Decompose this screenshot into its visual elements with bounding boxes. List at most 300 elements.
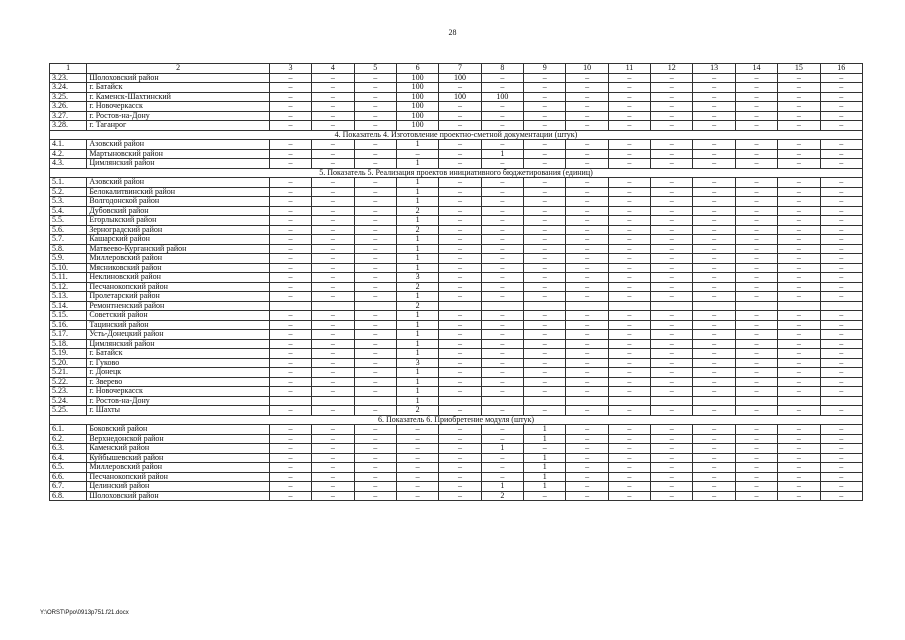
value-cell: – [439, 434, 481, 444]
value-cell: – [566, 149, 608, 159]
value-cell: – [269, 311, 311, 321]
value-cell: – [820, 339, 862, 349]
header-cell: 8 [481, 64, 523, 74]
value-cell: – [354, 235, 396, 245]
district-name-cell: Верхнедонской район [87, 434, 270, 444]
value-cell: – [396, 149, 438, 159]
value-cell: – [693, 178, 735, 188]
header-cell: 15 [778, 64, 820, 74]
value-cell: – [396, 453, 438, 463]
value-cell: – [820, 225, 862, 235]
table-row [50, 235, 863, 245]
value-cell: – [354, 187, 396, 197]
value-cell: – [820, 387, 862, 397]
value-cell: – [566, 216, 608, 226]
value-cell: – [524, 216, 566, 226]
value-cell: – [269, 434, 311, 444]
value-cell: – [566, 206, 608, 216]
value-cell: – [693, 159, 735, 169]
value-cell: – [566, 434, 608, 444]
value-cell: – [820, 254, 862, 264]
value-cell: – [735, 406, 777, 416]
district-name-cell: г. Новочеркасск [87, 102, 270, 112]
value-cell: – [439, 206, 481, 216]
value-cell: – [439, 320, 481, 330]
value-cell: – [524, 292, 566, 302]
value-cell: – [735, 140, 777, 150]
value-cell: – [778, 425, 820, 435]
value-cell: – [524, 339, 566, 349]
district-name-cell: г. Ростов-на-Дону [87, 111, 270, 121]
value-cell: – [608, 320, 650, 330]
value-cell: – [651, 140, 693, 150]
table-row [50, 368, 863, 378]
value-cell: – [354, 225, 396, 235]
district-name-cell: Зерноградский район [87, 225, 270, 235]
value-cell: – [354, 434, 396, 444]
value-cell: – [439, 111, 481, 121]
value-cell: – [608, 216, 650, 226]
value-cell: – [312, 225, 354, 235]
value-cell: – [439, 121, 481, 131]
value-cell: – [651, 444, 693, 454]
value-cell: – [820, 491, 862, 501]
value-cell: – [566, 358, 608, 368]
value-cell: – [651, 339, 693, 349]
value-cell: – [608, 273, 650, 283]
value-cell: – [524, 159, 566, 169]
table-row [50, 482, 863, 492]
value-cell: – [820, 187, 862, 197]
value-cell: – [524, 311, 566, 321]
value-cell: – [481, 387, 523, 397]
value-cell: – [269, 178, 311, 188]
district-name-cell: Ремонтненский район [87, 301, 270, 311]
value-cell: – [651, 320, 693, 330]
section-title-row [50, 168, 863, 178]
value-cell: – [608, 244, 650, 254]
value-cell: – [312, 235, 354, 245]
value-cell: – [354, 206, 396, 216]
value-cell: – [735, 102, 777, 112]
table-row [50, 140, 863, 150]
row-number-cell: 4.1. [50, 140, 87, 150]
value-cell: 1 [481, 444, 523, 454]
value-cell: – [693, 491, 735, 501]
value-cell: – [820, 102, 862, 112]
header-cell: 7 [439, 64, 481, 74]
row-number-cell: 3.25. [50, 92, 87, 102]
value-cell [481, 396, 523, 406]
value-cell: 1 [396, 244, 438, 254]
value-cell: – [735, 377, 777, 387]
value-cell [354, 396, 396, 406]
value-cell [439, 396, 481, 406]
row-number-cell: 5.15. [50, 311, 87, 321]
value-cell: – [608, 349, 650, 359]
value-cell: – [269, 444, 311, 454]
page-number: 28 [448, 28, 457, 37]
value-cell: – [354, 102, 396, 112]
value-cell: – [439, 225, 481, 235]
district-name-cell: Кашарский район [87, 235, 270, 245]
value-cell: – [312, 491, 354, 501]
value-cell: – [608, 463, 650, 473]
value-cell: 1 [524, 482, 566, 492]
row-number-cell: 6.8. [50, 491, 87, 501]
value-cell: – [566, 263, 608, 273]
value-cell: – [439, 83, 481, 93]
value-cell: – [354, 453, 396, 463]
value-cell: – [312, 453, 354, 463]
district-name-cell: Миллеровский район [87, 463, 270, 473]
value-cell: 2 [396, 301, 438, 311]
value-cell: – [608, 387, 650, 397]
value-cell: – [735, 482, 777, 492]
value-cell: 1 [481, 149, 523, 159]
header-row [50, 64, 863, 74]
row-number-cell: 5.21. [50, 368, 87, 378]
value-cell: – [439, 358, 481, 368]
header-cell: 13 [693, 64, 735, 74]
value-cell: – [566, 377, 608, 387]
value-cell: – [269, 73, 311, 83]
value-cell: – [354, 73, 396, 83]
value-cell: – [693, 292, 735, 302]
value-cell: – [651, 282, 693, 292]
value-cell: – [693, 140, 735, 150]
row-number-cell: 5.18. [50, 339, 87, 349]
table-row [50, 282, 863, 292]
value-cell: – [651, 434, 693, 444]
district-name-cell: Шолоховский район [87, 491, 270, 501]
value-cell: – [354, 254, 396, 264]
value-cell: – [312, 358, 354, 368]
value-cell: – [566, 330, 608, 340]
value-cell: – [269, 349, 311, 359]
value-cell: – [693, 472, 735, 482]
value-cell: – [481, 453, 523, 463]
value-cell: – [354, 282, 396, 292]
value-cell: – [735, 330, 777, 340]
value-cell: – [481, 358, 523, 368]
value-cell: – [608, 453, 650, 463]
value-cell: – [693, 387, 735, 397]
value-cell: – [439, 216, 481, 226]
value-cell: – [566, 472, 608, 482]
value-cell: – [439, 444, 481, 454]
value-cell: – [651, 225, 693, 235]
value-cell: – [439, 273, 481, 283]
value-cell: – [608, 377, 650, 387]
value-cell: – [778, 263, 820, 273]
row-number-cell: 6.4. [50, 453, 87, 463]
header-cell: 16 [820, 64, 862, 74]
value-cell: – [269, 491, 311, 501]
value-cell: – [608, 149, 650, 159]
value-cell: – [439, 425, 481, 435]
value-cell: – [608, 225, 650, 235]
value-cell: – [566, 254, 608, 264]
value-cell: – [354, 339, 396, 349]
table-row [50, 301, 863, 311]
value-cell: – [269, 292, 311, 302]
value-cell: – [481, 263, 523, 273]
value-cell: – [820, 197, 862, 207]
value-cell: 1 [396, 330, 438, 340]
value-cell: – [312, 73, 354, 83]
row-number-cell: 5.8. [50, 244, 87, 254]
value-cell: – [693, 406, 735, 416]
row-number-cell: 4.3. [50, 159, 87, 169]
value-cell: – [439, 292, 481, 302]
district-name-cell: Усть-Донецкий район [87, 330, 270, 340]
value-cell: – [481, 320, 523, 330]
value-cell: – [693, 197, 735, 207]
value-cell: – [778, 254, 820, 264]
table-row [50, 425, 863, 435]
value-cell: – [693, 434, 735, 444]
row-number-cell: 6.6. [50, 472, 87, 482]
district-name-cell: Целинский район [87, 482, 270, 492]
value-cell: 3 [396, 273, 438, 283]
value-cell: – [524, 254, 566, 264]
value-cell: – [566, 406, 608, 416]
value-cell: – [439, 453, 481, 463]
value-cell: – [524, 244, 566, 254]
row-number-cell: 5.25. [50, 406, 87, 416]
value-cell: – [354, 482, 396, 492]
section-title: 4. Показатель 4. Изготовление проектно-сметной документации (штук) [50, 130, 863, 140]
row-number-cell: 4.2. [50, 149, 87, 159]
value-cell [693, 396, 735, 406]
district-name-cell: Шолоховский район [87, 73, 270, 83]
value-cell: – [269, 235, 311, 245]
value-cell [312, 396, 354, 406]
value-cell: – [735, 273, 777, 283]
value-cell: – [524, 273, 566, 283]
value-cell: – [566, 111, 608, 121]
value-cell: – [651, 368, 693, 378]
value-cell: – [778, 111, 820, 121]
value-cell: – [566, 320, 608, 330]
table-row [50, 187, 863, 197]
value-cell: – [608, 368, 650, 378]
header-cell: 11 [608, 64, 650, 74]
value-cell: – [566, 425, 608, 435]
value-cell: – [608, 444, 650, 454]
value-cell [608, 396, 650, 406]
table-body [50, 64, 863, 501]
value-cell: – [312, 292, 354, 302]
value-cell: – [735, 235, 777, 245]
value-cell: – [312, 339, 354, 349]
value-cell: – [608, 292, 650, 302]
value-cell: 1 [481, 482, 523, 492]
value-cell: – [524, 444, 566, 454]
value-cell: – [312, 92, 354, 102]
table-row [50, 178, 863, 188]
value-cell: – [269, 263, 311, 273]
value-cell: – [269, 187, 311, 197]
district-name-cell: г. Шахты [87, 406, 270, 416]
value-cell: – [524, 387, 566, 397]
value-cell: – [439, 330, 481, 340]
value-cell: – [608, 491, 650, 501]
district-name-cell: Пролетарский район [87, 292, 270, 302]
value-cell: – [651, 216, 693, 226]
value-cell: – [778, 140, 820, 150]
value-cell: – [608, 197, 650, 207]
value-cell: – [608, 73, 650, 83]
value-cell: – [820, 263, 862, 273]
value-cell: – [608, 121, 650, 131]
section-title-row [50, 415, 863, 425]
value-cell: – [524, 197, 566, 207]
row-number-cell: 3.26. [50, 102, 87, 112]
value-cell: – [439, 102, 481, 112]
table-row [50, 387, 863, 397]
value-cell: – [778, 368, 820, 378]
table-row [50, 330, 863, 340]
row-number-cell: 6.5. [50, 463, 87, 473]
value-cell: – [269, 216, 311, 226]
value-cell: – [524, 140, 566, 150]
value-cell: – [651, 197, 693, 207]
value-cell: 1 [396, 387, 438, 397]
value-cell: 1 [396, 368, 438, 378]
value-cell: – [651, 273, 693, 283]
value-cell: – [524, 491, 566, 501]
value-cell: – [820, 434, 862, 444]
district-name-cell: Советский район [87, 311, 270, 321]
value-cell: – [354, 387, 396, 397]
value-cell: – [481, 282, 523, 292]
value-cell: – [778, 273, 820, 283]
value-cell: – [439, 159, 481, 169]
value-cell: – [566, 140, 608, 150]
table-row [50, 292, 863, 302]
value-cell: – [312, 187, 354, 197]
value-cell: – [524, 92, 566, 102]
value-cell: – [354, 425, 396, 435]
district-name-cell: Каменский район [87, 444, 270, 454]
value-cell: – [778, 73, 820, 83]
value-cell: – [481, 235, 523, 245]
value-cell: – [312, 83, 354, 93]
table-row [50, 349, 863, 359]
value-cell: – [481, 311, 523, 321]
value-cell: – [481, 434, 523, 444]
value-cell: – [735, 444, 777, 454]
district-name-cell: Егорлыкский район [87, 216, 270, 226]
table-row [50, 216, 863, 226]
value-cell: – [735, 368, 777, 378]
district-name-cell: г. Гуково [87, 358, 270, 368]
value-cell: 1 [396, 349, 438, 359]
value-cell: – [735, 83, 777, 93]
section-title-row [50, 130, 863, 140]
district-name-cell: Песчанокопский район [87, 472, 270, 482]
value-cell: – [354, 83, 396, 93]
value-cell: – [439, 254, 481, 264]
value-cell: – [693, 235, 735, 245]
value-cell: – [481, 206, 523, 216]
value-cell: – [524, 102, 566, 112]
header-cell: 14 [735, 64, 777, 74]
value-cell: – [778, 377, 820, 387]
table-row [50, 197, 863, 207]
value-cell: – [481, 368, 523, 378]
value-cell: – [269, 387, 311, 397]
value-cell: – [566, 482, 608, 492]
value-cell: – [354, 273, 396, 283]
value-cell: – [312, 273, 354, 283]
row-number-cell: 3.23. [50, 73, 87, 83]
value-cell: – [651, 187, 693, 197]
value-cell: – [312, 140, 354, 150]
value-cell: 2 [396, 406, 438, 416]
value-cell: 3 [396, 358, 438, 368]
value-cell: – [354, 377, 396, 387]
value-cell: – [693, 149, 735, 159]
value-cell: – [439, 463, 481, 473]
value-cell: – [820, 349, 862, 359]
row-number-cell: 5.16. [50, 320, 87, 330]
value-cell: – [820, 292, 862, 302]
value-cell: – [269, 377, 311, 387]
value-cell: – [735, 320, 777, 330]
table-row [50, 206, 863, 216]
value-cell: – [651, 472, 693, 482]
row-number-cell: 5.3. [50, 197, 87, 207]
row-number-cell: 5.12. [50, 282, 87, 292]
value-cell: – [608, 92, 650, 102]
header-cell: 2 [87, 64, 270, 74]
value-cell: – [439, 387, 481, 397]
row-number-cell: 5.7. [50, 235, 87, 245]
row-number-cell: 5.23. [50, 387, 87, 397]
value-cell: – [269, 330, 311, 340]
value-cell: – [354, 121, 396, 131]
value-cell [651, 396, 693, 406]
row-number-cell: 5.2. [50, 187, 87, 197]
value-cell: – [778, 463, 820, 473]
header-cell: 4 [312, 64, 354, 74]
value-cell: – [735, 463, 777, 473]
value-cell: – [778, 482, 820, 492]
row-number-cell: 5.6. [50, 225, 87, 235]
table-row [50, 358, 863, 368]
value-cell: 1 [396, 254, 438, 264]
value-cell: – [396, 491, 438, 501]
value-cell: – [439, 339, 481, 349]
table-row [50, 311, 863, 321]
value-cell: – [735, 216, 777, 226]
table-row [50, 491, 863, 501]
value-cell: – [269, 282, 311, 292]
value-cell: – [608, 111, 650, 121]
value-cell: – [566, 368, 608, 378]
value-cell: – [566, 73, 608, 83]
value-cell: – [566, 225, 608, 235]
value-cell: – [566, 491, 608, 501]
table-row [50, 225, 863, 235]
value-cell: – [524, 406, 566, 416]
value-cell [524, 301, 566, 311]
value-cell: – [481, 472, 523, 482]
value-cell: – [396, 434, 438, 444]
